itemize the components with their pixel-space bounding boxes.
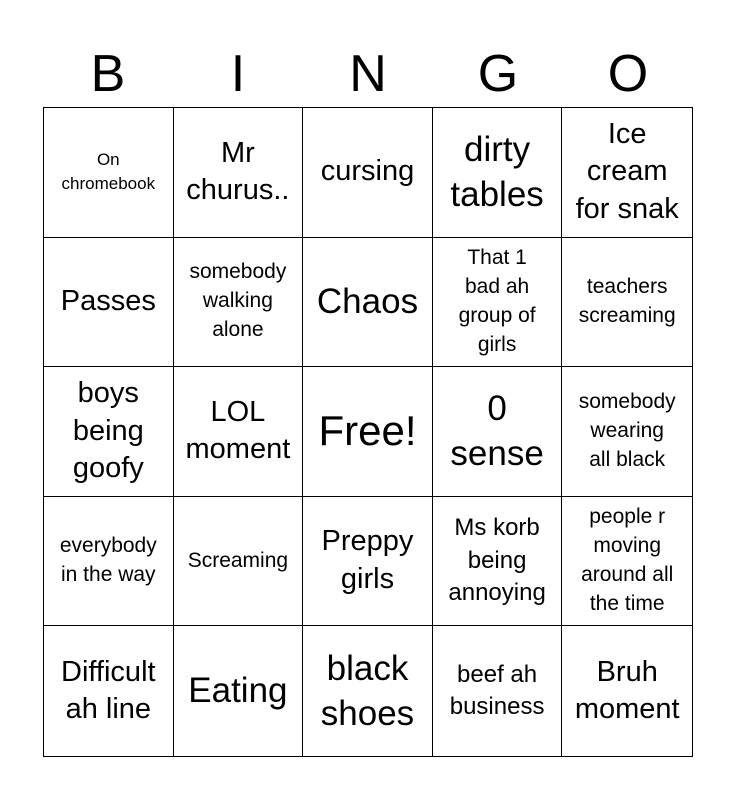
bingo-cell[interactable] [562,108,692,238]
header-letter-o: O [607,45,649,103]
bingo-cell-label: somebody walking alone [189,260,287,342]
bingo-cell[interactable] [433,238,563,368]
bingo-cell[interactable] [44,367,174,497]
bingo-cell[interactable] [433,626,563,756]
bingo-cell[interactable] [44,497,174,627]
header-letter-n: N [349,45,387,103]
bingo-cell-label: people r moving around all the time [581,505,674,616]
bingo-cell-label: Preppy girls [321,525,414,596]
bingo-cell-label: 0 sense [450,388,544,474]
bingo-cell-label: teachers screaming [578,274,676,327]
bingo-cell-label: LOL moment [185,395,291,466]
bingo-cell[interactable] [44,238,174,368]
bingo-cell[interactable] [174,367,304,497]
bingo-cell[interactable] [303,108,433,238]
bingo-header [43,40,693,108]
bingo-cell[interactable] [303,497,433,627]
bingo-cell[interactable] [303,626,433,756]
bingo-cell-label: Screaming [187,548,289,572]
bingo-cell[interactable] [562,497,692,627]
bingo-cell[interactable] [433,367,563,497]
bingo-cell-label: Free! [318,407,417,455]
bingo-cell[interactable] [44,108,174,238]
header-letter-i: I [230,45,246,103]
bingo-cell-label: Bruh moment [574,655,680,726]
bingo-cell-label: black shoes [320,648,415,734]
bingo-cell-label: Eating [188,671,288,711]
bingo-cell-label: That 1 bad ah group of girls [458,245,536,356]
bingo-cell[interactable] [303,238,433,368]
bingo-cell-label: dirty tables [450,129,544,215]
bingo-cell[interactable] [174,626,304,756]
bingo-cell[interactable] [174,238,304,368]
bingo-board [43,107,693,757]
bingo-cell-label: Chaos [316,282,419,322]
bingo-cell-label: Difficult ah line [61,655,156,726]
header-letter-b: B [90,45,126,103]
bingo-cell[interactable] [562,238,692,368]
bingo-cell[interactable] [174,108,304,238]
bingo-cell[interactable] [433,497,563,627]
bingo-cell-label: boys being goofy [72,376,144,485]
bingo-cell-label: Mr churus.. [186,136,290,207]
header-letter-g: G [477,45,519,103]
bingo-cell-label: Ms korb being annoying [448,514,546,607]
bingo-cell-label: everybody in the way [59,534,157,587]
bingo-cell[interactable] [562,626,692,756]
bingo-cell-label: On chromebook [61,149,156,194]
bingo-cell-label: Passes [60,285,156,318]
bingo-cell[interactable] [174,497,304,627]
bingo-cell-label: Ice cream for snak [575,117,679,226]
bingo-cell[interactable] [562,367,692,497]
bingo-cell[interactable] [433,108,563,238]
bingo-cell[interactable] [44,626,174,756]
bingo-cell-label: somebody wearing all black [578,390,676,471]
bingo-cell-label: beef ah business [449,660,545,721]
bingo-cell-free[interactable] [303,367,433,497]
bingo-cell-label: cursing [320,155,415,188]
